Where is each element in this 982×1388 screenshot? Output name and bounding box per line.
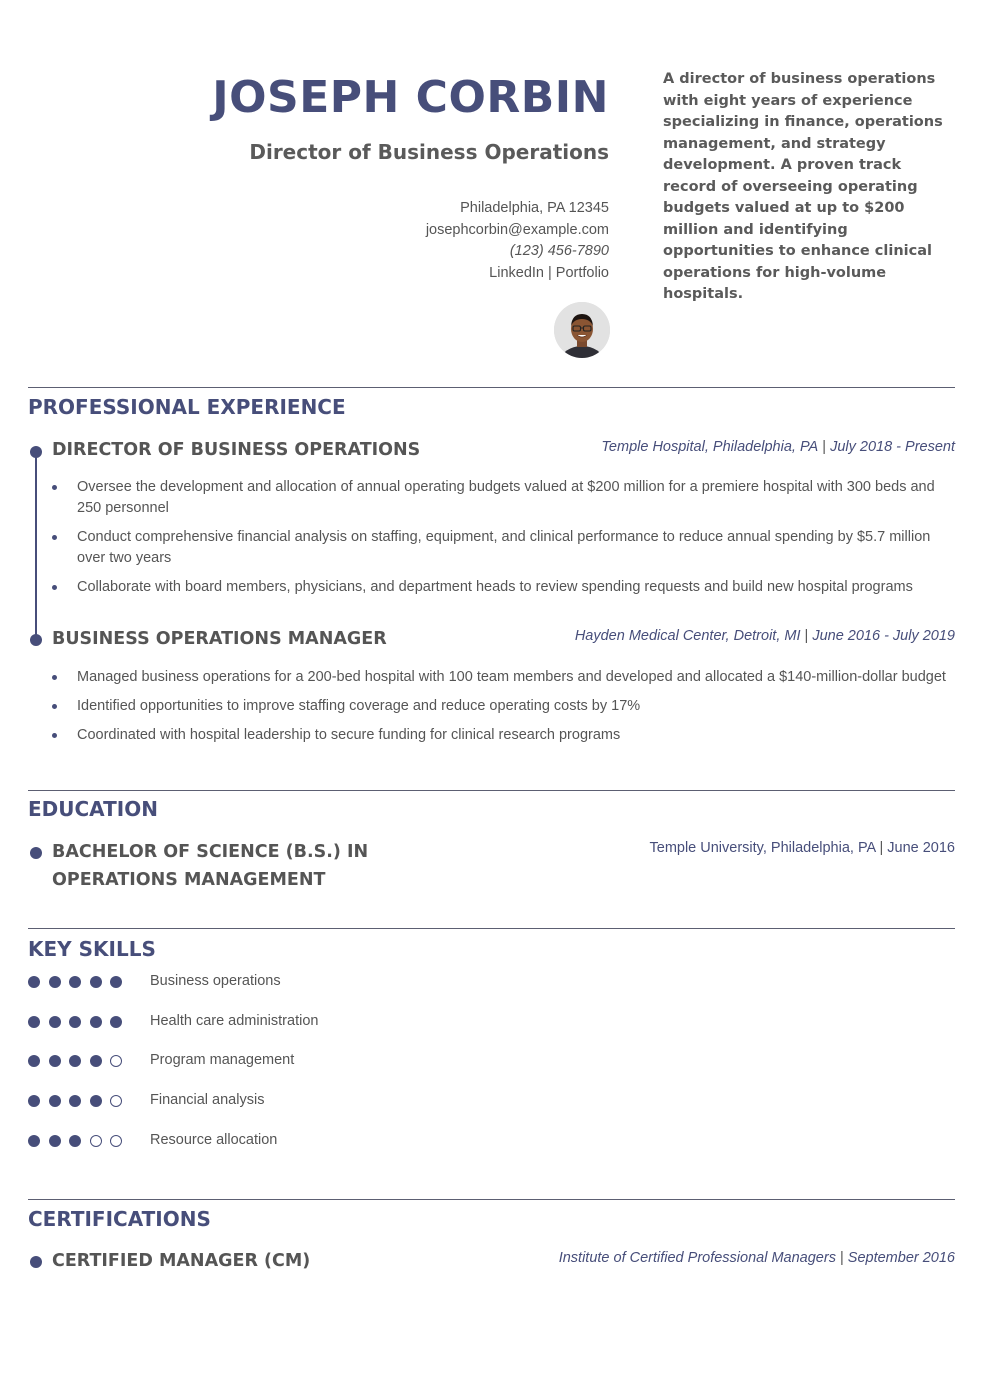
list-item: Oversee the development and allocation of annual operating budgets valued at $200 million for a premiere hospital with 300 beds and 250 personnel — [52, 477, 952, 519]
skill-label: Resource allocation — [150, 1132, 278, 1148]
professional-summary: A director of business operations with eight years of experience specializing in finance, operations management, and strategy development. A proven track record of overseeing operating budgets valued at up to $200 million and identifying opportunities to enhance clinical operations for high-volume hospitals. — [663, 71, 943, 302]
contact-email[interactable]: josephcorbin@example.com — [425, 221, 609, 238]
list-item: Identified opportunities to improve staffing coverage and reduce operating costs by 17% — [52, 696, 952, 717]
job-dates: June 2016 - July 2019 — [812, 628, 955, 644]
rating-dot-filled — [69, 1016, 81, 1028]
certification-name: CERTIFIED MANAGER (CM) — [52, 1251, 311, 1271]
job-dates: July 2018 - Present — [830, 439, 955, 455]
education-meta: Temple University, Philadelphia, PA | June 2016 — [649, 840, 955, 856]
list-item: Managed business operations for a 200-bed hospital with 100 team members and developed and allocated a $140-million-dollar budget — [52, 667, 952, 688]
rating-dot-empty — [110, 1095, 122, 1107]
avatar — [554, 302, 610, 358]
list-item: Collaborate with board members, physicians, and department heads to review spending requests and build new hospital programs — [52, 577, 952, 598]
contact-address: Philadelphia, PA 12345 — [460, 200, 609, 216]
education-date: June 2016 — [887, 840, 955, 856]
list-item: Conduct comprehensive financial analysis on staffing, equipment, and clinical performance to reduce annual spending by $5.7 million over two years — [52, 527, 952, 569]
rating-dot-filled — [69, 976, 81, 988]
skill-label: Financial analysis — [150, 1092, 265, 1108]
skill-label: Health care administration — [150, 1013, 319, 1029]
timeline-line — [35, 452, 37, 639]
candidate-name: JOSEPH CORBIN — [212, 72, 609, 123]
rating-dot-filled — [28, 1135, 40, 1147]
skill-label: Business operations — [150, 973, 281, 989]
rating-dot-filled — [110, 1016, 122, 1028]
rating-dot-filled — [90, 1095, 102, 1107]
timeline-dot — [30, 446, 42, 458]
certification-issuer: Institute of Certified Professional Managers — [558, 1250, 836, 1266]
rating-dot-filled — [49, 1016, 61, 1028]
job-meta: Hayden Medical Center, Detroit, MI | June 2016 - July 2019 — [574, 628, 955, 644]
rating-dot-filled — [28, 1055, 40, 1067]
rating-dot-filled — [110, 976, 122, 988]
section-title-education: EDUCATION — [28, 797, 158, 821]
section-divider — [28, 928, 955, 929]
contact-block — [426, 198, 609, 284]
section-divider — [28, 387, 955, 388]
list-item: Coordinated with hospital leadership to secure funding for clinical research programs — [52, 725, 952, 746]
rating-dot-empty — [90, 1135, 102, 1147]
bullet-dot — [30, 1256, 42, 1268]
job-bullets — [52, 477, 952, 606]
contact-links[interactable]: LinkedIn | Portfolio — [489, 264, 609, 281]
section-divider — [28, 1199, 955, 1200]
certification-meta: Institute of Certified Professional Managers | September 2016 — [558, 1250, 955, 1266]
degree-line-2: OPERATIONS MANAGEMENT — [52, 870, 326, 890]
job-meta: Temple Hospital, Philadelphia, PA | July 2018 - Present — [601, 439, 955, 455]
job-org: Hayden Medical Center, Detroit, MI — [574, 628, 801, 644]
rating-dot-filled — [28, 1095, 40, 1107]
degree-title — [52, 838, 368, 894]
section-title-certifications: CERTIFICATIONS — [28, 1207, 211, 1231]
degree-line-1: BACHELOR OF SCIENCE (B.S.) IN — [52, 842, 369, 862]
timeline-dot — [30, 634, 42, 646]
skill-rating — [28, 976, 128, 990]
skill-rating — [28, 1016, 128, 1030]
rating-dot-filled — [90, 976, 102, 988]
rating-dot-filled — [28, 1016, 40, 1028]
rating-dot-empty — [110, 1135, 122, 1147]
profile-photo-icon — [554, 302, 610, 358]
job-title: DIRECTOR OF BUSINESS OPERATIONS — [52, 440, 421, 460]
certification-date: September 2016 — [847, 1250, 955, 1266]
contact-phone: (123) 456-7890 — [509, 243, 609, 260]
skill-label: Program management — [150, 1052, 295, 1068]
rating-dot-filled — [49, 976, 61, 988]
section-divider — [28, 790, 955, 791]
rating-dot-filled — [69, 1055, 81, 1067]
school-name: Temple University, Philadelphia, PA — [649, 840, 876, 856]
rating-dot-filled — [90, 1016, 102, 1028]
rating-dot-empty — [110, 1055, 122, 1067]
rating-dot-filled — [49, 1135, 61, 1147]
job-title: BUSINESS OPERATIONS MANAGER — [52, 629, 387, 649]
rating-dot-filled — [90, 1055, 102, 1067]
skill-rating — [28, 1055, 128, 1069]
skill-rating — [28, 1135, 128, 1149]
job-org: Temple Hospital, Philadelphia, PA — [601, 439, 819, 455]
candidate-title: Director of Business Operations — [249, 140, 609, 164]
rating-dot-filled — [49, 1055, 61, 1067]
rating-dot-filled — [69, 1135, 81, 1147]
job-bullets — [52, 667, 952, 754]
rating-dot-filled — [28, 976, 40, 988]
section-title-skills: KEY SKILLS — [28, 937, 156, 961]
bullet-dot — [30, 847, 42, 859]
skill-rating — [28, 1095, 128, 1109]
rating-dot-filled — [69, 1095, 81, 1107]
section-title-experience: PROFESSIONAL EXPERIENCE — [28, 395, 346, 419]
rating-dot-filled — [49, 1095, 61, 1107]
